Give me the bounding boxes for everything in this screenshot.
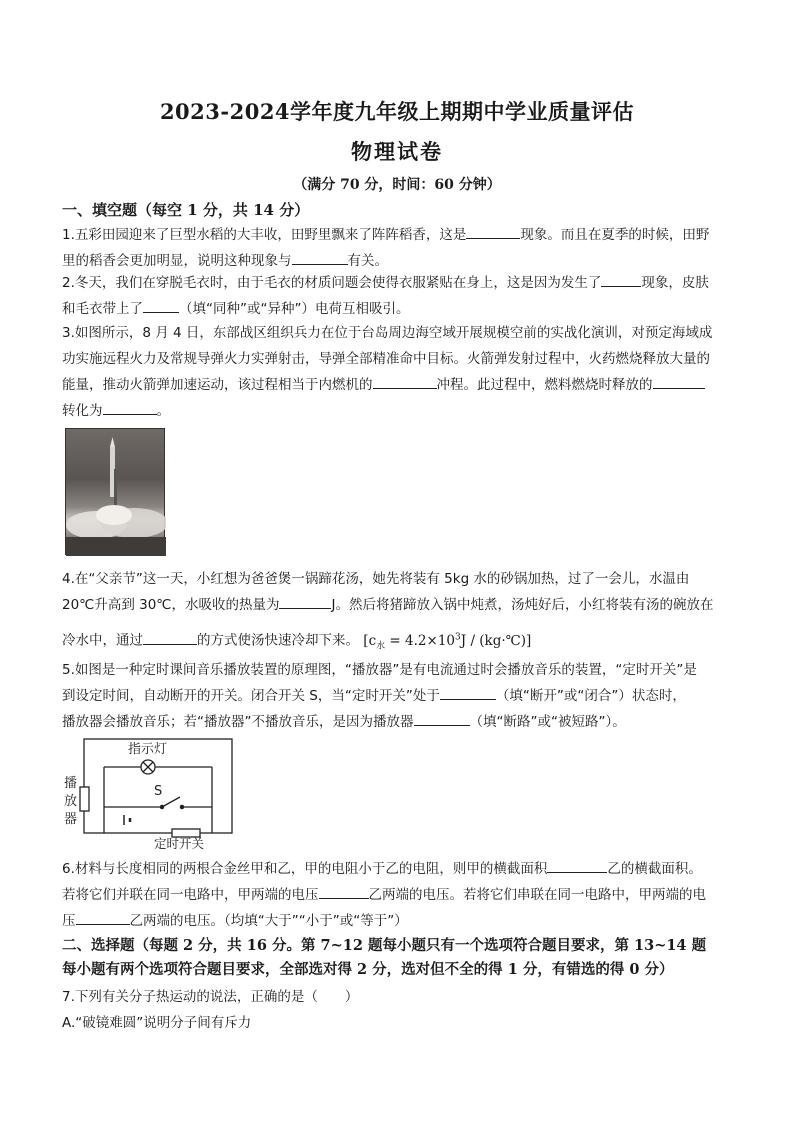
- switch-s-lever: [162, 797, 180, 807]
- circuit-diagram: [62, 735, 242, 843]
- specific-heat-formula: [$c_水 = 4.2\times 10^3J$ / (kg·℃)]: [363, 632, 532, 652]
- question-7: 7.下列有关分子热运动的说法，正确的是（ ）: [62, 989, 359, 1005]
- answer-blank[interactable]: [279, 595, 331, 609]
- section2-heading: 二、选择题（每题 2 分，共 16 分。第 7~12 题每小题只有一个选项符合题目要求，第 13~14 题 每小题有两个选项符合题目要求，全部选对得 2 分，选对但不全的得 1 分，有错选的得 0 分）: [62, 937, 707, 978]
- player-label-2: 放: [64, 794, 78, 809]
- answer-blank[interactable]: [143, 631, 197, 645]
- rocket-launch-photo: [65, 428, 165, 555]
- question-5: 5.如图是一种定时课间音乐播放装置的原理图，“播放器”是有电流通过时会播放音乐的装置，“定时开关”是 到设定时间，自动断开的开关。闭合开关 S，当“定时开关”处于 （填“断开”或“闭合”）状态时， 播放器会播放音乐；若“播放器”不播放音乐，是因为播放器 （填“断路”或“被短路”）。: [62, 662, 697, 730]
- player-label-3: 器: [64, 812, 78, 827]
- answer-blank[interactable]: [440, 686, 496, 700]
- timer-label: 定时开关: [154, 836, 205, 851]
- exam-title: 2023-2024学年度九年级上期期中学业质量评估: [159, 99, 635, 124]
- answer-blank[interactable]: [76, 911, 130, 925]
- answer-blank[interactable]: [653, 375, 705, 389]
- answer-blank[interactable]: [373, 375, 437, 389]
- question-3: 3.如图所示，8 月 4 日，东部战区组织兵力在位于台岛周边海空域开展规模空前的实战化演训，对预定海域成 功实施远程火力及常规导弹火力实弹射击，导弹全部精准命中目标。火箭弹发射过程中，火药燃烧释放大量的 能量，推动火箭弹加速运动，该过程相当于内燃机的 冲程。此过程中，燃料燃烧时释放的 转化为 。: [62, 325, 713, 419]
- answer-blank[interactable]: [319, 885, 369, 899]
- answer-blank[interactable]: [292, 251, 348, 265]
- answer-blank[interactable]: [547, 859, 607, 873]
- answer-blank[interactable]: [414, 712, 470, 726]
- answer-blank[interactable]: [466, 225, 520, 239]
- question-1: 1.五彩田园迎来了巨型水稻的大丰收，田野里飘来了阵阵稻香，这是 现象。而且在夏季的时候，田野 里的稻香会更加明显，说明这种现象与 有关。: [62, 227, 710, 269]
- exam-note: （满分 70 分，时间：60 分钟）: [293, 177, 501, 193]
- question-7-option-a[interactable]: A.“破镜难圆”说明分子间有斥力: [62, 1015, 252, 1031]
- rocket-launch-image: [66, 429, 166, 556]
- question-4: 4.在“父亲节”这一天，小红想为爸爸煲一锅蹄花汤，她先将装有 5kg 水的砂锅加热，过了一会儿，水温由 20℃升高到 30℃，水吸收的热量为 J。然后将猪蹄放入锅中炖煮，汤炖好后，小红将装有汤的碗放在 冷水中，通过 的方式使汤快速冷却下来。 [$c_水 = 4.2\times 10^3J$ / (kg·℃)]: [62, 571, 714, 652]
- answer-blank[interactable]: [143, 299, 179, 313]
- answer-blank[interactable]: [103, 401, 157, 415]
- question-6: 6.材料与长度相同的两根合金丝甲和乙，甲的电阻小于乙的电阻，则甲的横截面积 乙的横截面积。 若将它们并联在同一电路中，甲两端的电压 乙两端的电压。若将它们串联在同一电路中，甲两端的电 压 乙两端的电压。（均填“大于”“小于”或“等于”）: [62, 861, 706, 929]
- player-label-1: 播: [64, 776, 78, 791]
- player-symbol: [80, 787, 89, 811]
- section1-heading: 一、填空题（每空 1 分，共 14 分）: [62, 201, 310, 219]
- switch-label: S: [154, 784, 163, 799]
- lamp-label: 指示灯: [128, 742, 168, 757]
- exam-subject: 物理试卷: [351, 139, 443, 164]
- answer-blank[interactable]: [601, 273, 641, 287]
- question-2: 2.冬天，我们在穿脱毛衣时，由于毛衣的材质问题会使得衣服紧贴在身上，这是因为发生了 现象，皮肤 和毛衣带上了 （填“同种”或“异种”）电荷互相吸引。: [62, 275, 709, 317]
